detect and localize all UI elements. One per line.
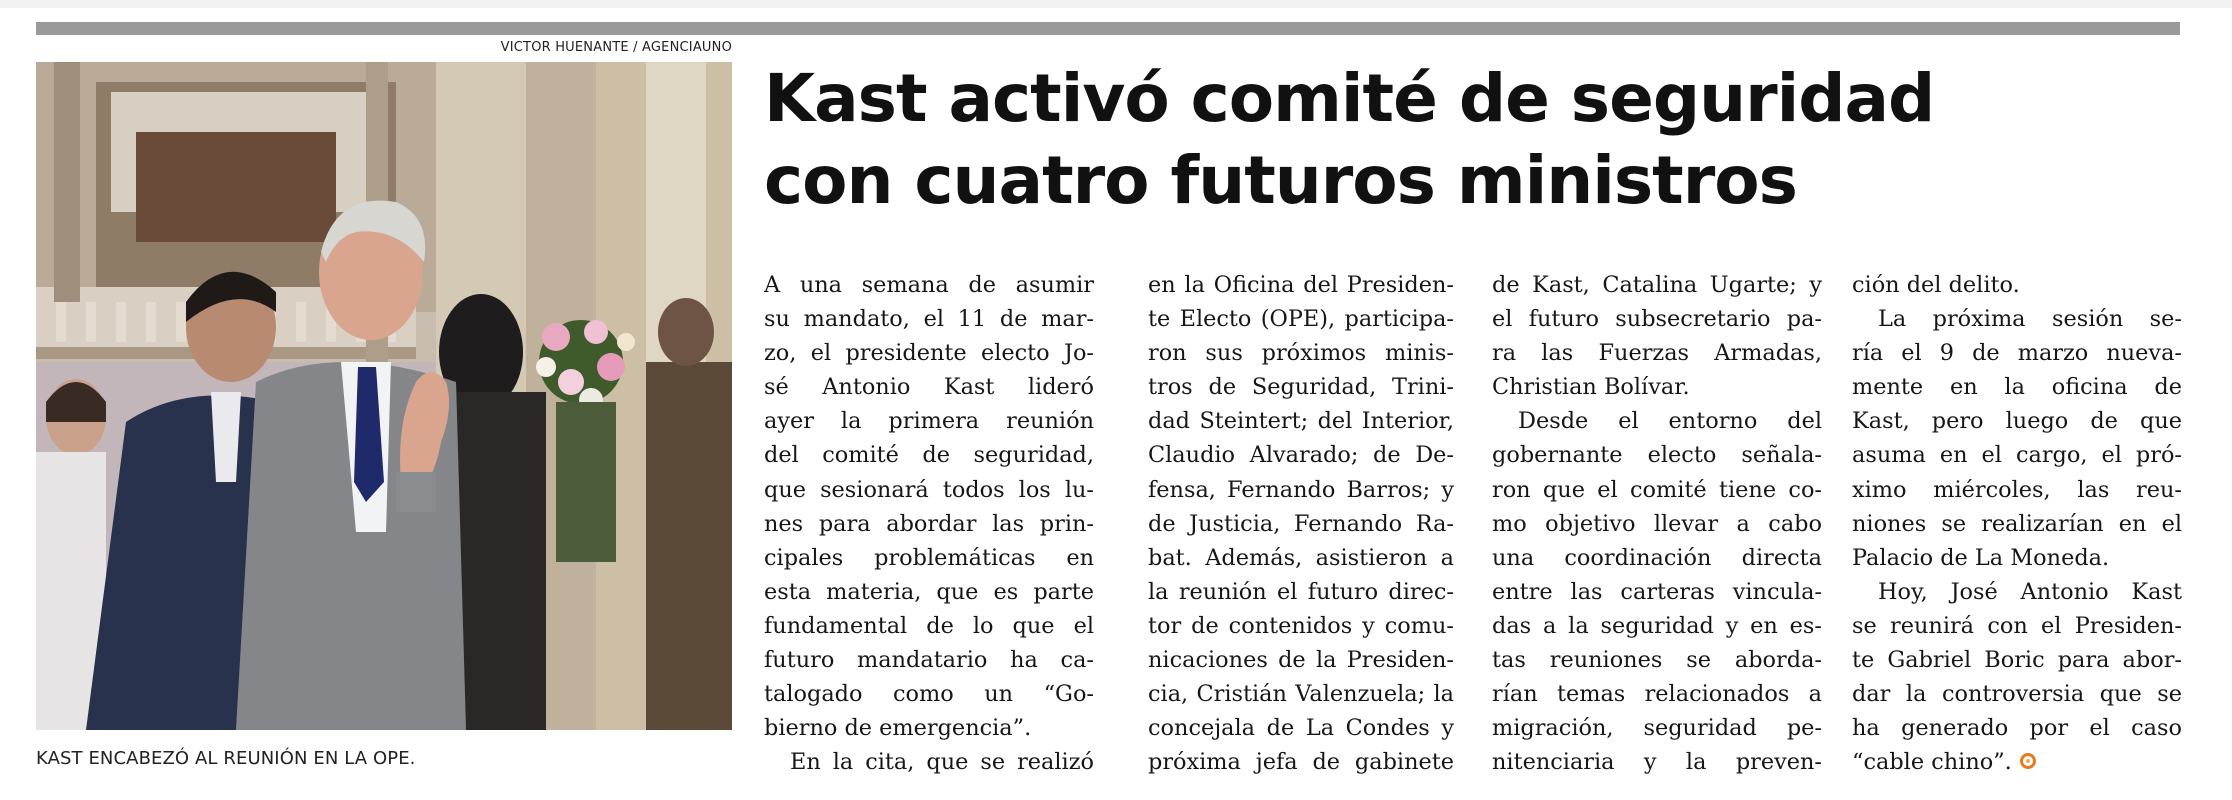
- headline-line-1: Kast activó comité de seguridad: [764, 60, 1935, 137]
- text-line: ción del delito.: [1852, 272, 2020, 298]
- text-line: bierno de emergencia”.: [764, 715, 1032, 742]
- text-line: Christian Bolívar.: [1492, 374, 1690, 401]
- text-line: su mandato, el 11 de mar-: [764, 306, 1094, 333]
- body-column-3: [1492, 268, 1822, 779]
- text-line: tas reuniones se aborda-: [1492, 647, 1822, 674]
- text-line: La próxima sesión se-: [1878, 306, 2182, 333]
- text-line: A una semana de asumir: [764, 272, 1094, 298]
- text-line: concejala de La Condes y: [1148, 715, 1454, 742]
- text-line: Desde el entorno del: [1518, 408, 1822, 435]
- text-line: el futuro subsecretario pa-: [1492, 306, 1822, 333]
- previous-page-strip: [0, 0, 2232, 8]
- text-line: esta materia, que es parte: [764, 578, 1094, 605]
- article-end-icon: [2020, 753, 2036, 769]
- text-line: entre las carteras vincula-: [1492, 578, 1822, 605]
- news-photo: [36, 62, 732, 730]
- news-photo-illustration: [36, 62, 732, 730]
- text-line: migración, seguridad pe-: [1492, 715, 1822, 742]
- text-line: del comité de seguridad,: [764, 442, 1094, 469]
- text-line: ximo miércoles, las reu-: [1852, 476, 2182, 503]
- text-line: nicaciones de la Presiden-: [1148, 647, 1454, 674]
- text-line: niones se realizarían en el: [1852, 510, 2182, 537]
- text-line: talogado como un “Go-: [764, 681, 1094, 708]
- text-line: fundamental de lo que el: [764, 612, 1094, 639]
- body-column-2: [1148, 268, 1454, 779]
- text-line: dad Steintert; del Interior,: [1148, 408, 1454, 435]
- text-line: mente en la oficina de: [1852, 374, 2182, 401]
- section-rule: [36, 22, 2180, 35]
- text-line: nitenciaria y la preven-: [1492, 749, 1822, 776]
- text-line: ha generado por el caso: [1852, 715, 2182, 742]
- body-column-4: [1852, 268, 2182, 779]
- text-line: nes para abordar las prin-: [764, 510, 1094, 537]
- text-line: ron sus próximos minis-: [1148, 340, 1454, 367]
- text-line: en la Oficina del Presiden-: [1148, 272, 1454, 298]
- text-line: Claudio Alvarado; de De-: [1148, 442, 1454, 469]
- text-line: que sesionará todos los lu-: [764, 476, 1094, 503]
- text-line: se reunirá con el Presiden-: [1852, 612, 2182, 639]
- text-line: tros de Seguridad, Trini-: [1148, 374, 1454, 401]
- text-line: una coordinación directa: [1492, 544, 1822, 571]
- text-line: rían temas relacionados a: [1492, 681, 1822, 708]
- text-line: asuma en el cargo, el pró-: [1852, 442, 2182, 469]
- text-line: Kast, pero luego de que: [1852, 408, 2182, 435]
- text-line: zo, el presidente electo Jo-: [764, 340, 1094, 367]
- text-line: ayer la primera reunión: [764, 408, 1094, 435]
- headline-line-2: con cuatro futuros ministros: [764, 142, 1797, 219]
- text-line: próxima jefa de gabinete: [1148, 749, 1454, 776]
- text-line: ron que el comité tiene co-: [1492, 476, 1822, 503]
- photo-caption: KAST ENCABEZÓ AL REUNIÓN EN LA OPE.: [36, 748, 416, 769]
- text-line: das a la seguridad y en es-: [1492, 612, 1822, 639]
- headline: [764, 58, 2184, 222]
- text-line: cia, Cristián Valenzuela; la: [1148, 681, 1454, 708]
- text-line: te Gabriel Boric para abor-: [1852, 647, 2182, 674]
- text-line-final: [1852, 745, 2182, 779]
- photo-credit: VICTOR HUENANTE / AGENCIAUNO: [500, 40, 732, 55]
- text-line: bat. Además, asistieron a: [1148, 544, 1454, 571]
- body-column-1: [764, 268, 1094, 779]
- text-line: sé Antonio Kast lideró: [764, 374, 1094, 401]
- text-line: Palacio de La Moneda.: [1852, 544, 2110, 571]
- text-line: futuro mandatario ha ca-: [764, 647, 1094, 674]
- text-line: dar la controversia que se: [1852, 681, 2182, 708]
- text-line: En la cita, que se realizó: [790, 749, 1094, 776]
- text-line: ría el 9 de marzo nueva-: [1852, 340, 2182, 367]
- text-line: mo objetivo llevar a cabo: [1492, 510, 1822, 537]
- text-line: tor de contenidos y comu-: [1148, 612, 1454, 639]
- text-line: Hoy, José Antonio Kast: [1878, 578, 2182, 605]
- text-line: ra las Fuerzas Armadas,: [1492, 340, 1822, 367]
- closing-text: “cable chino”.: [1852, 749, 2012, 776]
- text-line: gobernante electo señala-: [1492, 442, 1822, 469]
- text-line: fensa, Fernando Barros; y: [1148, 476, 1454, 503]
- text-line: cipales problemáticas en: [764, 544, 1094, 571]
- text-line: la reunión el futuro direc-: [1148, 578, 1454, 605]
- text-line: de Justicia, Fernando Ra-: [1148, 510, 1454, 537]
- text-line: te Electo (OPE), participa-: [1148, 306, 1454, 333]
- text-line: de Kast, Catalina Ugarte; y: [1492, 272, 1822, 298]
